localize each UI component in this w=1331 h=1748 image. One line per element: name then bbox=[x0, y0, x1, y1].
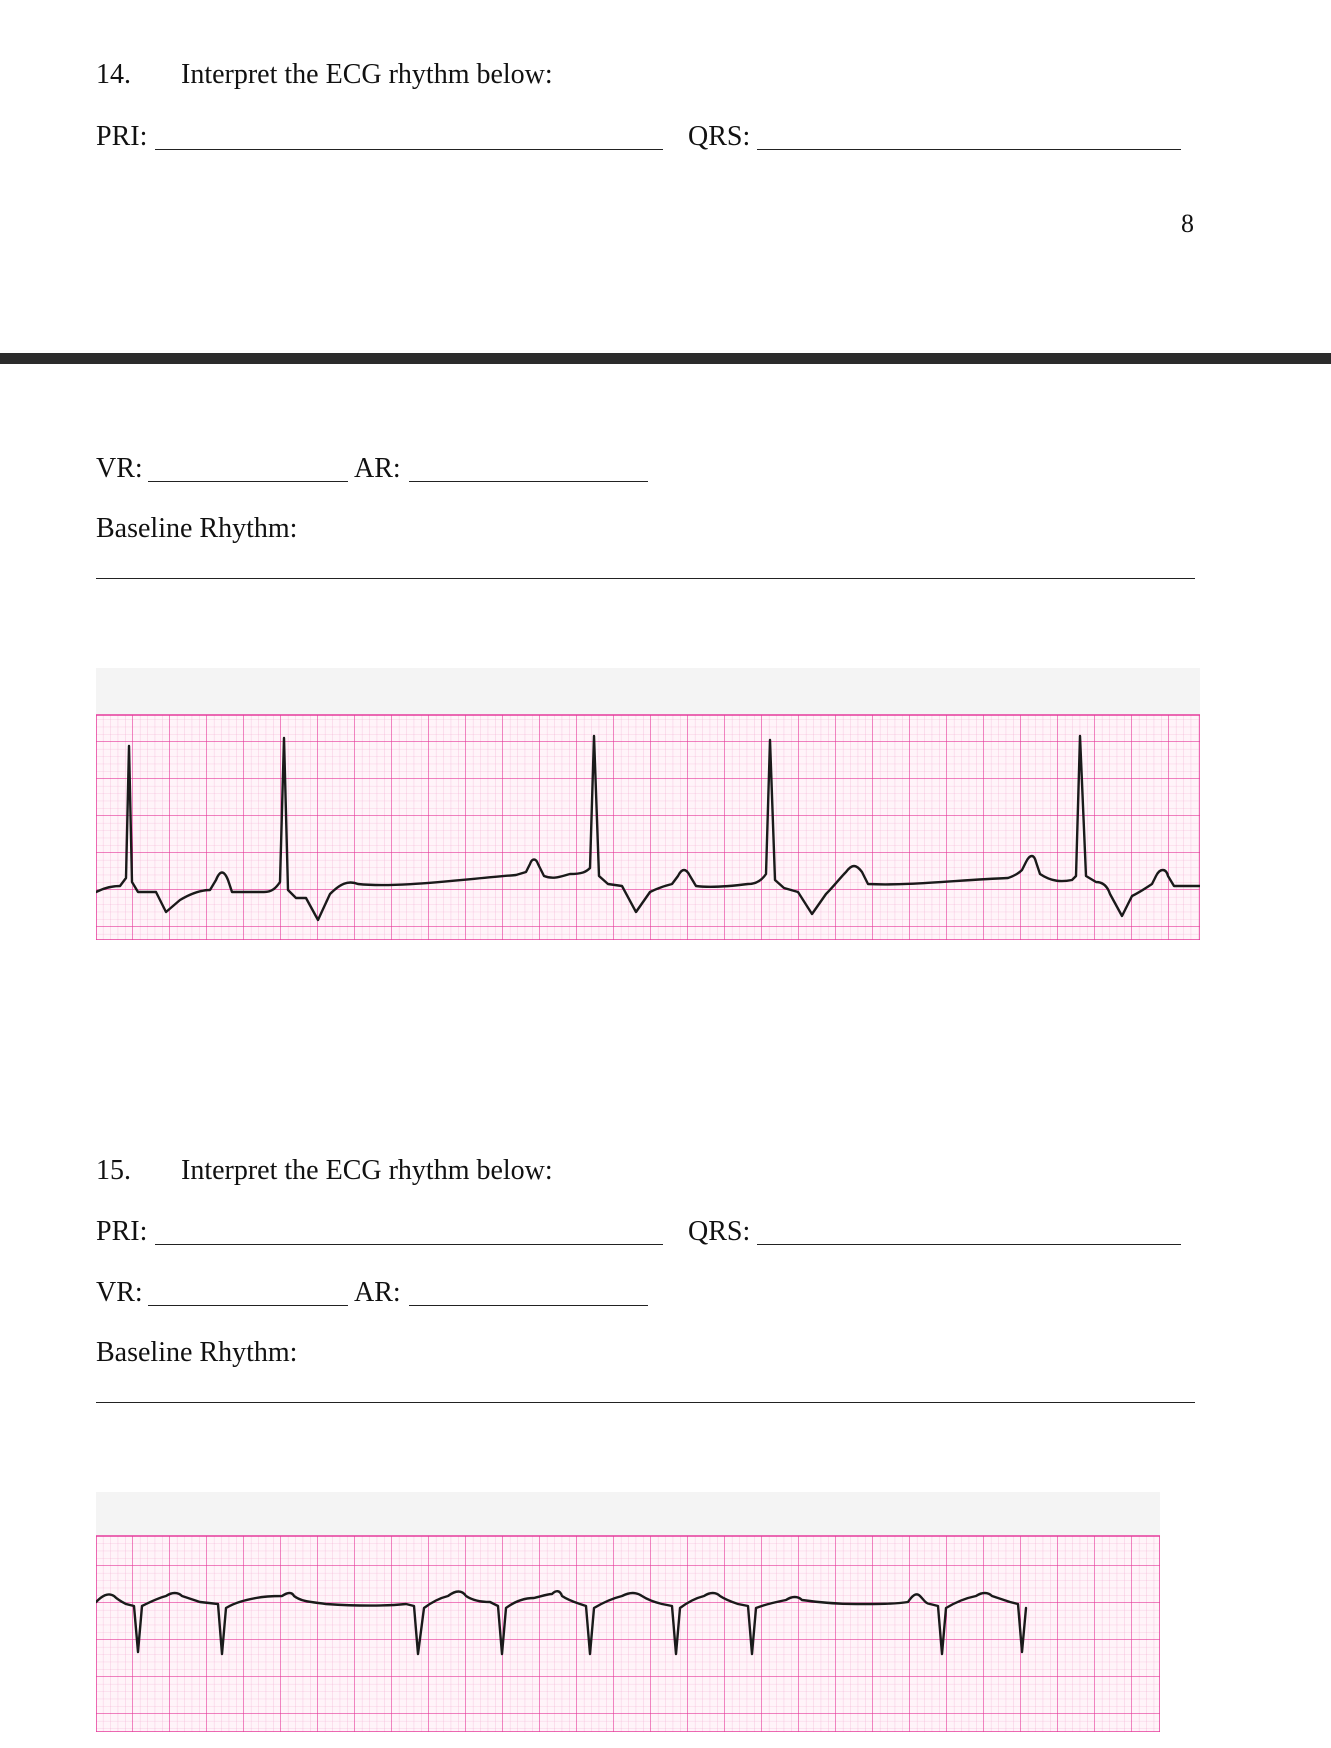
q15-qrs-answer-line[interactable] bbox=[757, 1244, 1181, 1245]
q15-ar-label: AR: bbox=[354, 1277, 401, 1308]
q15-vr-answer-line[interactable] bbox=[148, 1305, 348, 1306]
q15-ar-answer-line[interactable] bbox=[409, 1305, 648, 1306]
q15-pri-label: PRI: bbox=[96, 1216, 148, 1247]
q15-baseline-answer-line[interactable] bbox=[96, 1402, 1195, 1403]
page-number: 8 bbox=[1181, 209, 1194, 238]
q14-pri-label: PRI: bbox=[96, 121, 148, 152]
q15-vr-label: VR: bbox=[96, 1277, 143, 1308]
q14-ecg-strip bbox=[96, 668, 1200, 940]
page-divider bbox=[0, 353, 1331, 364]
q14-vr-answer-line[interactable] bbox=[148, 481, 348, 482]
q14-pri-answer-line[interactable] bbox=[155, 149, 663, 150]
q14-baseline-answer-line[interactable] bbox=[96, 578, 1195, 579]
q15-ecg-strip bbox=[96, 1492, 1160, 1732]
q14-number: 14. bbox=[96, 59, 131, 90]
q14-baseline-label: Baseline Rhythm: bbox=[96, 513, 298, 544]
q15-qrs-label: QRS: bbox=[688, 1216, 751, 1247]
q14-ar-answer-line[interactable] bbox=[409, 481, 648, 482]
q15-prompt: Interpret the ECG rhythm below: bbox=[181, 1155, 553, 1186]
q15-number: 15. bbox=[96, 1155, 131, 1186]
q15-baseline-label: Baseline Rhythm: bbox=[96, 1337, 298, 1368]
q15-pri-answer-line[interactable] bbox=[155, 1244, 663, 1245]
q14-qrs-answer-line[interactable] bbox=[757, 149, 1181, 150]
q14-prompt: Interpret the ECG rhythm below: bbox=[181, 59, 553, 90]
q14-vr-label: VR: bbox=[96, 453, 143, 484]
q14-qrs-label: QRS: bbox=[688, 121, 751, 152]
q14-ar-label: AR: bbox=[354, 453, 401, 484]
